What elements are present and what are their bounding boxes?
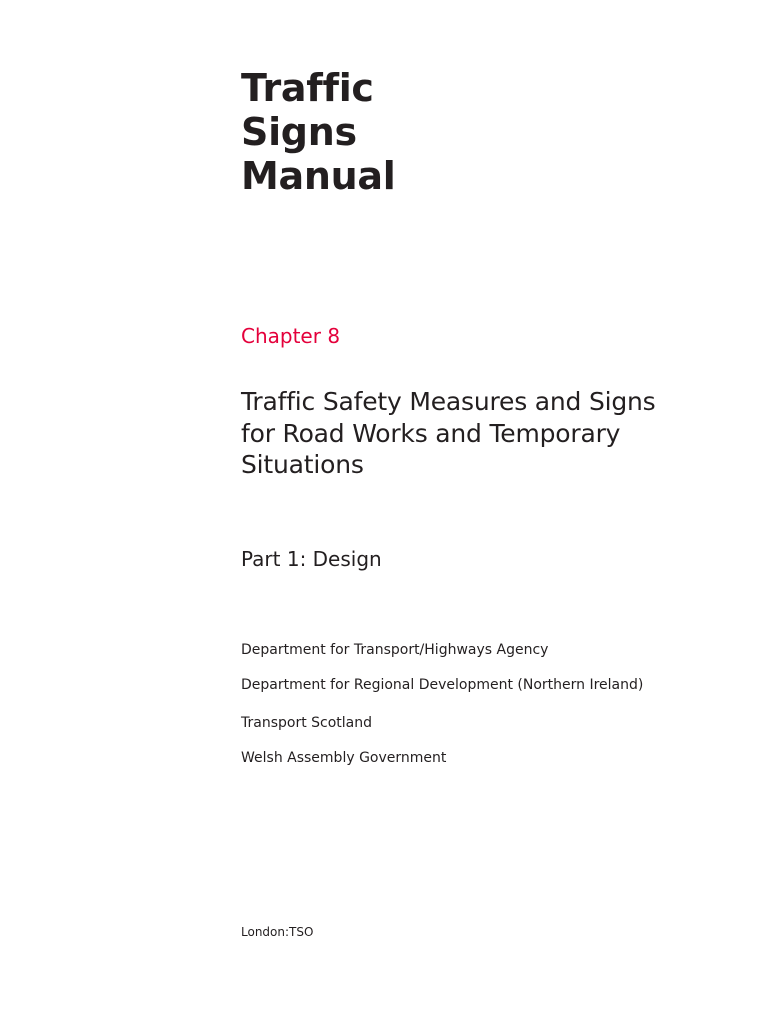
title-line: Signs (241, 110, 357, 154)
organisation-name: Transport Scotland (241, 715, 373, 731)
document-title (241, 66, 395, 198)
organisation-name: Department for Transport/Highways Agency (241, 642, 549, 658)
part-label: Part 1: Design (241, 547, 382, 571)
chapter-title (241, 386, 741, 481)
chapter-title-line: Traffic Safety Measures and Signs (241, 387, 656, 416)
chapter-title-line: Situations (241, 450, 364, 479)
organisation-name: Welsh Assembly Government (241, 750, 447, 766)
title-line: Manual (241, 154, 396, 198)
chapter-label: Chapter 8 (241, 324, 341, 348)
publisher-imprint: London:TSO (241, 925, 314, 939)
organisation-name: Department for Regional Development (Northern Ireland) (241, 677, 644, 693)
chapter-title-line: for Road Works and Temporary (241, 418, 621, 448)
title-line: Traffic (241, 66, 374, 110)
